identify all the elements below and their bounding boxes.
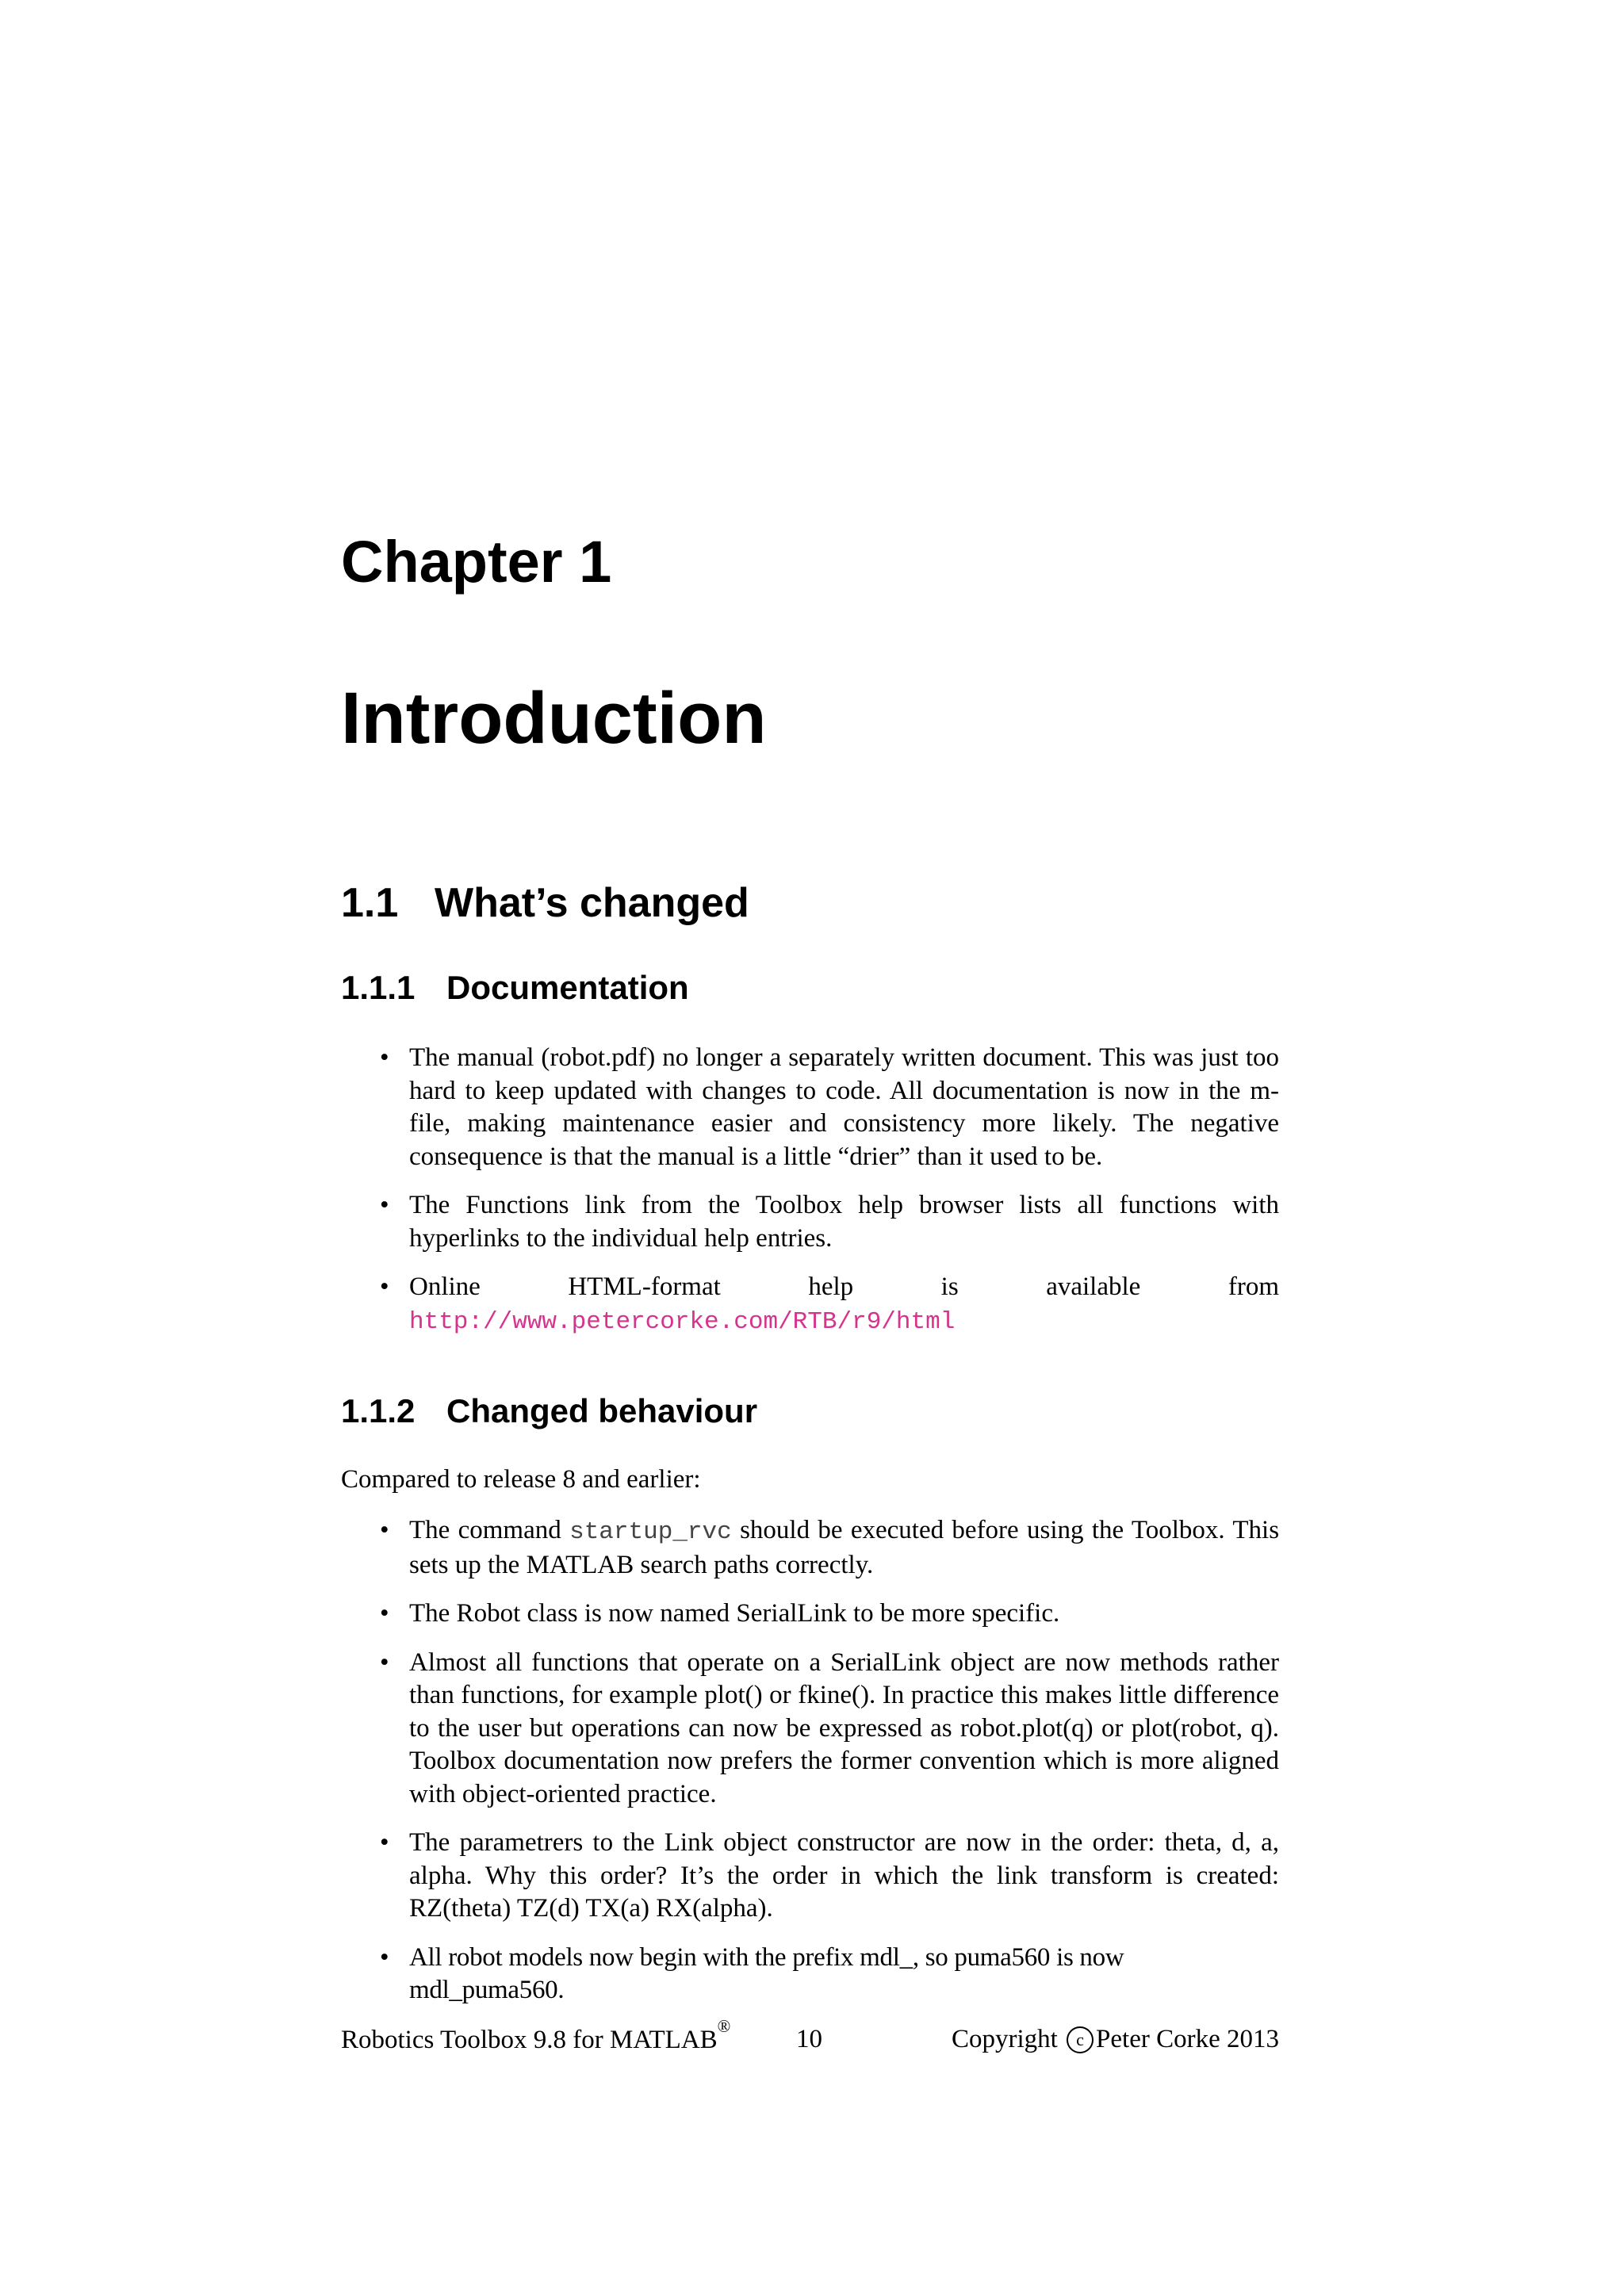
changed-behaviour-intro: Compared to release 8 and earlier:: [341, 1465, 701, 1494]
chapter-label: Chapter 1: [341, 529, 612, 595]
subsection-number: 1.1.1: [341, 969, 416, 1006]
online-help-text: Online HTML-format help is available from: [409, 1272, 1279, 1301]
subsection-title: Documentation: [446, 969, 689, 1006]
footer-title-text: Robotics Toolbox 9.8 for MATLAB: [341, 2026, 718, 2054]
list-item: • The manual (robot.pdf) no longer a separately written document. This was just too hard to keep updated with changes to code. All documentation is now in the m-file, making maintenance easier and consistency more likely. The negative consequence is that the manual is a little “drier” than it used to be.: [341, 1042, 1279, 1173]
startup-command-code: startup_rvc: [569, 1518, 732, 1546]
copyright-holder: Peter Corke 2013: [1096, 2025, 1279, 2053]
list-item: [341, 1271, 1279, 1338]
list-item: • The parametrers to the Link object constructor are now in the order: theta, d, a, alpha. Why this order? It’s the order in which the link transform is created: RZ(theta) TZ(d) TX(a) RX(alpha).: [341, 1827, 1279, 1926]
startup-text-before: The command: [409, 1516, 561, 1544]
page-number: 10: [796, 2025, 822, 2053]
copyright-icon: c: [1067, 2026, 1094, 2053]
list-item: • Almost all functions that operate on a SerialLink object are now methods rather than functions, for example plot() or fkine(). In practice this makes little difference to the user but operations can now be expressed as robot.plot(q) or plot(robot, q). Toolbox documentation now prefers the former convention which is more aligned with object-oriented practice.: [341, 1647, 1279, 1812]
startup-text-after: should be executed before using the Toolbox. This sets up the MATLAB search paths correctly.: [409, 1516, 1280, 1579]
subsection-number: 1.1.2: [341, 1392, 416, 1429]
changed-behaviour-bullet-list: [341, 1514, 1279, 2023]
section-heading: [341, 882, 749, 924]
subsection-heading-documentation: [341, 971, 689, 1004]
section-title: What’s changed: [435, 880, 749, 926]
section-number: 1.1: [341, 880, 399, 926]
online-help-link[interactable]: http://www.petercorke.com/RTB/r9/html: [409, 1307, 956, 1336]
footer-title: [341, 2016, 731, 2054]
list-item: [341, 1514, 1279, 1582]
list-item: • The Functions link from the Toolbox help browser lists all functions with hyperlinks to the individual help entries.: [341, 1189, 1279, 1255]
subsection-heading-changed-behaviour: [341, 1392, 758, 1429]
registered-mark: ®: [717, 2016, 731, 2036]
copyright-label: Copyright: [951, 2025, 1058, 2053]
subsection-title: Changed behaviour: [446, 1392, 758, 1429]
footer-copyright: [952, 2026, 1279, 2053]
documentation-bullet-list: [341, 1042, 1279, 1354]
chapter-title: Introduction: [341, 678, 767, 759]
list-item: • The Robot class is now named SerialLink to be more specific.: [341, 1598, 1279, 1631]
list-item: • All robot models now begin with the prefix mdl_, so puma560 is now mdl_puma560.: [341, 1942, 1279, 2007]
